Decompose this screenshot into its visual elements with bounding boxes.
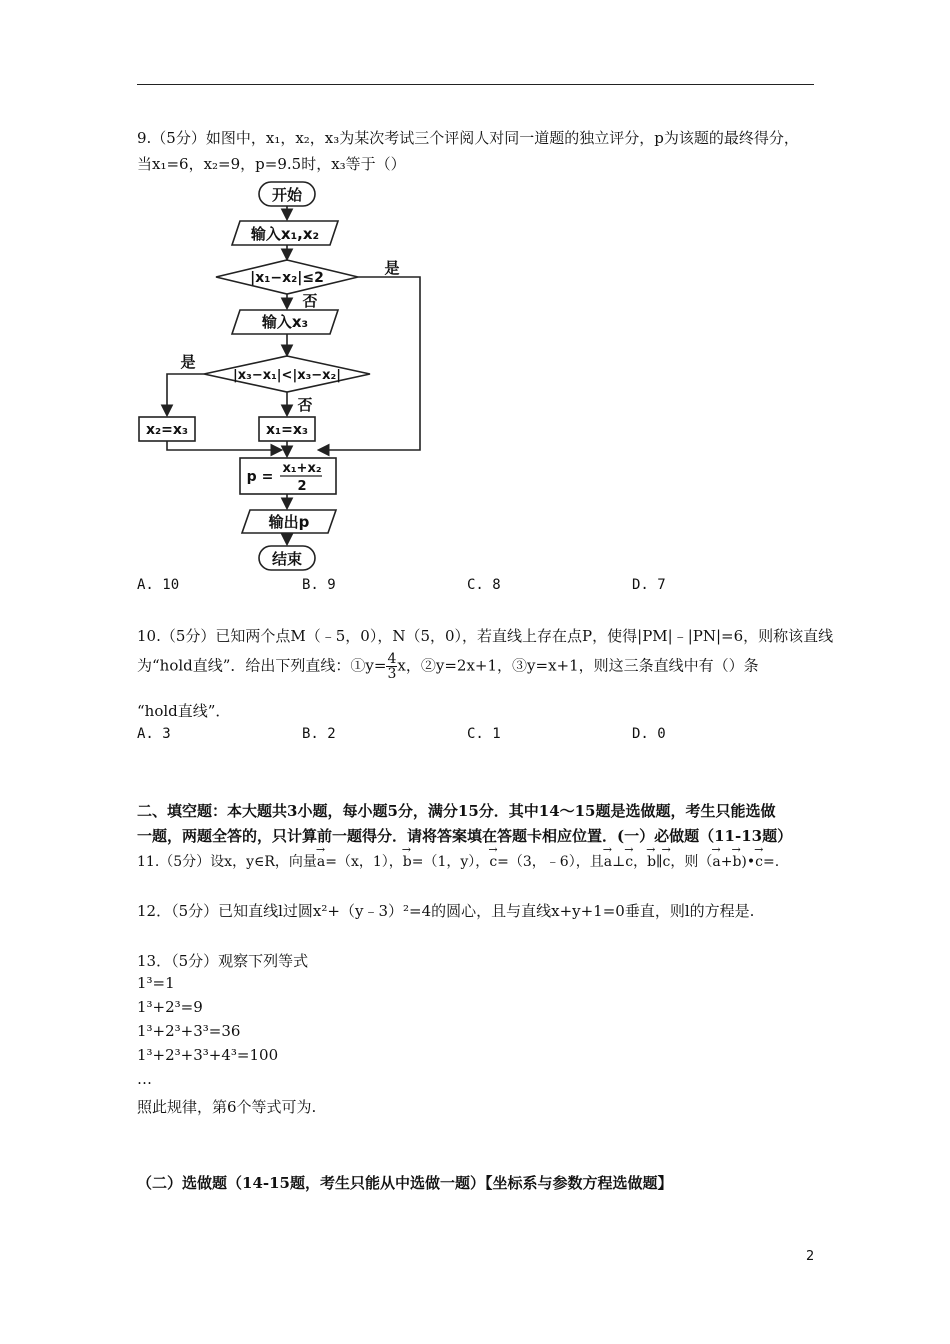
q11-then: ，则（ [670, 854, 713, 870]
q13-ask: 照此规律，第6个等式可为. [137, 1098, 317, 1116]
cond2-label: |x₃−x₁|<|x₃−x₂| [233, 368, 341, 383]
assign-right-label: x₁=x₃ [265, 422, 309, 438]
input12-label: 输入x₁,x₂ [250, 225, 320, 243]
vector-a-2: → a [604, 854, 612, 870]
parallel-symbol: ∥ [656, 854, 663, 870]
q13-title: 13．（5分）观察下列等式 [137, 952, 309, 970]
q13-eq2: 1³+2³=9 [137, 998, 203, 1016]
q11-a-value: =（x，1）， [325, 854, 403, 870]
q9-option-a: A. 10 [137, 577, 180, 593]
q13-dots: … [137, 1070, 152, 1088]
q10-fraction [386, 652, 397, 681]
q13-eq4: 1³+2³+3³+4³=100 [137, 1046, 279, 1064]
q12-line: 12．（5分）已知直线l过圆x²+（y﹣3）²=4的圆心，且与直线x+y+1=0垂直，则l的方程是. [137, 902, 755, 920]
dot-symbol: )• [741, 854, 756, 870]
q13-eq3: 1³+2³+3³=36 [137, 1022, 241, 1040]
yes1-label: 是 [384, 259, 400, 277]
q9-option-d: D. 7 [632, 577, 666, 593]
q9-option-b: B. 9 [302, 577, 336, 593]
p-numerator: x₁+x₂ [282, 461, 322, 476]
vector-a-3: → a [712, 854, 720, 870]
vector-c: → c [489, 854, 497, 870]
vector-c-2: → c [625, 854, 633, 870]
assign-left-label: x₂=x₃ [145, 422, 189, 438]
q11-b-value: =（1，y）， [411, 854, 490, 870]
section2-line1: 二、填空题：本大题共3小题，每小题5分，满分15分．其中14～15题是选做题，考生只能选做 [137, 802, 776, 820]
header-rule [137, 84, 814, 85]
perp-symbol: ⊥ [612, 854, 626, 870]
q13-eq1: 1³=1 [137, 974, 175, 992]
q11-c-value: =（3，﹣6），且 [497, 854, 604, 870]
q10-frac-num: 4 [387, 651, 397, 667]
vector-b-3: → b [732, 854, 741, 870]
section2-line2: 一题，两题全答的，只计算前一题得分．请将答案填在答题卡相应位置．(一）必做题（11-13题） [137, 827, 793, 845]
vector-b-2: → b [647, 854, 656, 870]
q11-end: =. [763, 854, 780, 870]
output-label: 输出p [268, 513, 310, 531]
q9-line1: 9.（5分）如图中，x₁，x₂，x₃为某次考试三个评阅人对同一道题的独立评分，p为该题的最终得分， [137, 129, 799, 147]
page-number: 2 [806, 1249, 815, 1264]
plus-symbol: + [720, 854, 733, 870]
input3-label: 输入x₃ [261, 313, 309, 331]
section2b-heading: （二）选做题（14-15题，考生只能从中选做一题）【坐标系与参数方程选做题】 [137, 1174, 673, 1192]
q9-line2: 当x₁=6，x₂=9，p=9.5时，x₃等于（） [137, 155, 406, 173]
q10-option-c: C. 1 [467, 726, 501, 742]
q11-line: 11.（5分）设x，y∈R，向量→ a=（x，1），→ b=（1，y），→ c=（3，﹣6），且→ a⊥→ c，→ b∥→ c，则（→ a+→ b)•→ c=. [137, 851, 779, 871]
flowchart [130, 175, 440, 575]
q10-line3: “hold直线”． [137, 702, 231, 720]
q11-prefix: 11.（5分）设x，y∈R，向量 [137, 854, 317, 870]
q10-option-a: A. 3 [137, 726, 171, 742]
vector-c-3: → c [663, 854, 671, 870]
no2-label: 否 [297, 396, 313, 414]
no1-label: 否 [302, 292, 318, 310]
end-label: 结束 [271, 550, 303, 568]
q10-option-b: B. 2 [302, 726, 336, 742]
q10-line2 [137, 652, 759, 681]
vector-b: → b [403, 854, 412, 870]
q10-line2-end: x，②y=2x+1，③y=x+1，则这三条直线中有（）条 [397, 656, 759, 675]
q10-frac-den: 3 [387, 666, 397, 682]
yes2-label: 是 [180, 353, 196, 371]
cond1-label: |x₁−x₂|≤2 [250, 270, 324, 286]
start-label: 开始 [271, 186, 303, 204]
q10-option-d: D. 0 [632, 726, 666, 742]
p-label: p = [246, 469, 274, 485]
q10-line1: 10.（5分）已知两个点M（﹣5，0），N（5，0），若直线上存在点P，使得|PM|﹣|PN|=6，则称该直线 [137, 627, 834, 645]
p-denominator: 2 [297, 479, 307, 494]
q10-line2-start: 为“hold直线”．给出下列直线：①y= [137, 656, 387, 675]
q9-option-c: C. 8 [467, 577, 501, 593]
vector-c-4: → c [755, 854, 763, 870]
vector-a: → a [317, 854, 325, 870]
